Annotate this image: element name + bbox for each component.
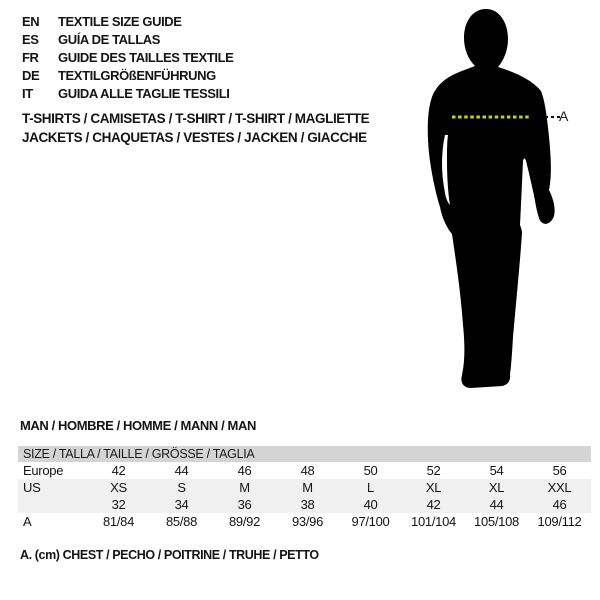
category-line-tshirts: T-SHIRTS / CAMISETAS / T-SHIRT / T-SHIRT / MAGLIETTE: [22, 111, 370, 126]
man-silhouette: [415, 7, 575, 397]
language-title: GUIDA ALLE TAGLIE TESSILI: [58, 86, 230, 101]
row-label: US: [23, 480, 41, 495]
size-cell: 50: [363, 463, 378, 478]
language-row: [22, 67, 233, 85]
size-table: [18, 446, 591, 530]
language-code: DE: [22, 68, 40, 83]
language-row: [22, 85, 233, 103]
section-title-man: MAN / HOMBRE / HOMME / MANN / MAN: [20, 418, 256, 433]
size-cell: XS: [110, 480, 127, 495]
size-cell: M: [302, 480, 313, 495]
size-cell: 52: [426, 463, 441, 478]
size-cell: M: [239, 480, 250, 495]
size-cell: XL: [488, 480, 505, 495]
size-cell: 105/108: [474, 514, 519, 529]
size-cell: 42: [426, 497, 441, 512]
size-cell: L: [367, 480, 374, 495]
size-cell: XXL: [547, 480, 572, 495]
size-cell: S: [177, 480, 186, 495]
size-table-header: SIZE / TALLA / TAILLE / GRÖSSE / TAGLIA: [18, 446, 591, 462]
language-code: ES: [22, 32, 39, 47]
language-code: EN: [22, 14, 40, 29]
measurement-label-a: A: [559, 108, 569, 124]
size-cell: 109/112: [537, 514, 582, 529]
size-cell: 85/88: [165, 514, 198, 529]
size-cell: 97/100: [351, 514, 390, 529]
size-cell: XL: [425, 480, 442, 495]
row-label: A: [23, 514, 32, 529]
size-cell: 40: [363, 497, 378, 512]
language-row: [22, 31, 233, 49]
size-cell: 48: [300, 463, 315, 478]
language-code: IT: [22, 86, 33, 101]
size-cell: 38: [300, 497, 315, 512]
language-list: [22, 13, 233, 103]
size-table-row: [18, 479, 591, 496]
language-row: [22, 13, 233, 31]
size-cell: 89/92: [228, 514, 261, 529]
language-title: TEXTILGRÖßENFÜHRUNG: [58, 68, 216, 83]
row-label: Europe: [23, 463, 64, 478]
size-cell: 42: [111, 463, 126, 478]
language-title: TEXTILE SIZE GUIDE: [58, 14, 182, 29]
size-cell: 46: [237, 463, 252, 478]
size-cell: 36: [237, 497, 252, 512]
size-cell: 34: [174, 497, 189, 512]
row-label: [18, 496, 87, 513]
size-table-row: [18, 513, 591, 530]
category-lines: [22, 109, 369, 147]
size-table-row: [18, 462, 591, 479]
language-row: [22, 49, 233, 67]
size-cell: 54: [489, 463, 504, 478]
size-cell: 44: [174, 463, 189, 478]
size-cell: 46: [552, 497, 567, 512]
size-cell: 93/96: [291, 514, 324, 529]
size-table-row: [18, 496, 591, 513]
language-title: GUIDE DES TAILLES TEXTILE: [58, 50, 234, 65]
size-cell: 56: [552, 463, 567, 478]
size-cell: 101/104: [411, 514, 456, 529]
category-line-jackets: JACKETS / CHAQUETAS / VESTES / JACKEN / GIACCHE: [22, 130, 367, 145]
size-cell: 32: [111, 497, 126, 512]
language-code: FR: [22, 50, 39, 65]
measurement-footnote: A. (cm) CHEST / PECHO / POITRINE / TRUHE / PETTO: [20, 548, 319, 562]
size-cell: 81/84: [102, 514, 135, 529]
language-title: GUÍA DE TALLAS: [58, 32, 161, 47]
size-cell: 44: [489, 497, 504, 512]
